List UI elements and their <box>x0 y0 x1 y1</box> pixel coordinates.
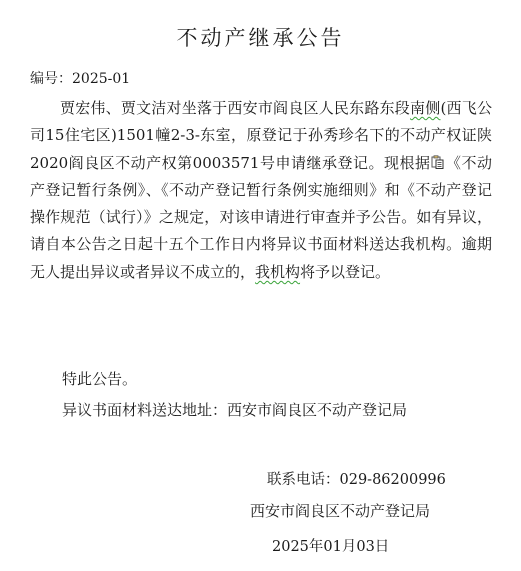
closing-statement: 特此公告。 <box>62 370 138 388</box>
notice-number-label: 编号： <box>30 71 72 87</box>
issuer-name: 西安市阎良区不动产登记局 <box>250 502 431 520</box>
page-title: 不动产继承公告 <box>176 26 345 50</box>
notice-number-value: 2025-01 <box>72 71 131 87</box>
contact-phone <box>267 468 446 489</box>
contact-label: 联系电话： <box>267 472 340 488</box>
address-label: 异议书面材料送达地址： <box>62 401 228 419</box>
objection-address <box>62 399 407 420</box>
spellcheck-mark-2[interactable]: 我机构 <box>255 262 301 281</box>
paste-options-icon[interactable] <box>431 151 444 165</box>
notice-body[interactable] <box>30 95 492 286</box>
body-text-4: 将予以登记。 <box>300 262 391 281</box>
body-text-3: 《不动产登记暂行条例》、《不动产登记暂行条例实施细则》和《不动产登记操作规范（试行）》之规定，对该申请进行审查并予公告。如有异议，请自本公告之日起十五个工作日内将异议书面材料送达我机构。逾期无人提出异议或者异议不成立的， <box>30 153 492 281</box>
body-text-2: (西飞公司15住宅区)1501幢2-3-东室，原登记于孙秀珍名下的不动产权证陕2020阎良区不动产权第0003571号申请继承登记。现根据 <box>30 99 492 172</box>
spellcheck-mark-1[interactable]: 南侧 <box>410 99 441 117</box>
notice-number <box>30 68 130 88</box>
issue-date: 2025年01月03日 <box>272 539 390 555</box>
contact-value: 029-86200996 <box>339 472 446 488</box>
address-value: 西安市阎良区不动产登记局 <box>227 401 408 419</box>
body-text-1: 贾宏伟、贾文洁对坐落于西安市阎良区人民东路东段 <box>60 99 411 117</box>
